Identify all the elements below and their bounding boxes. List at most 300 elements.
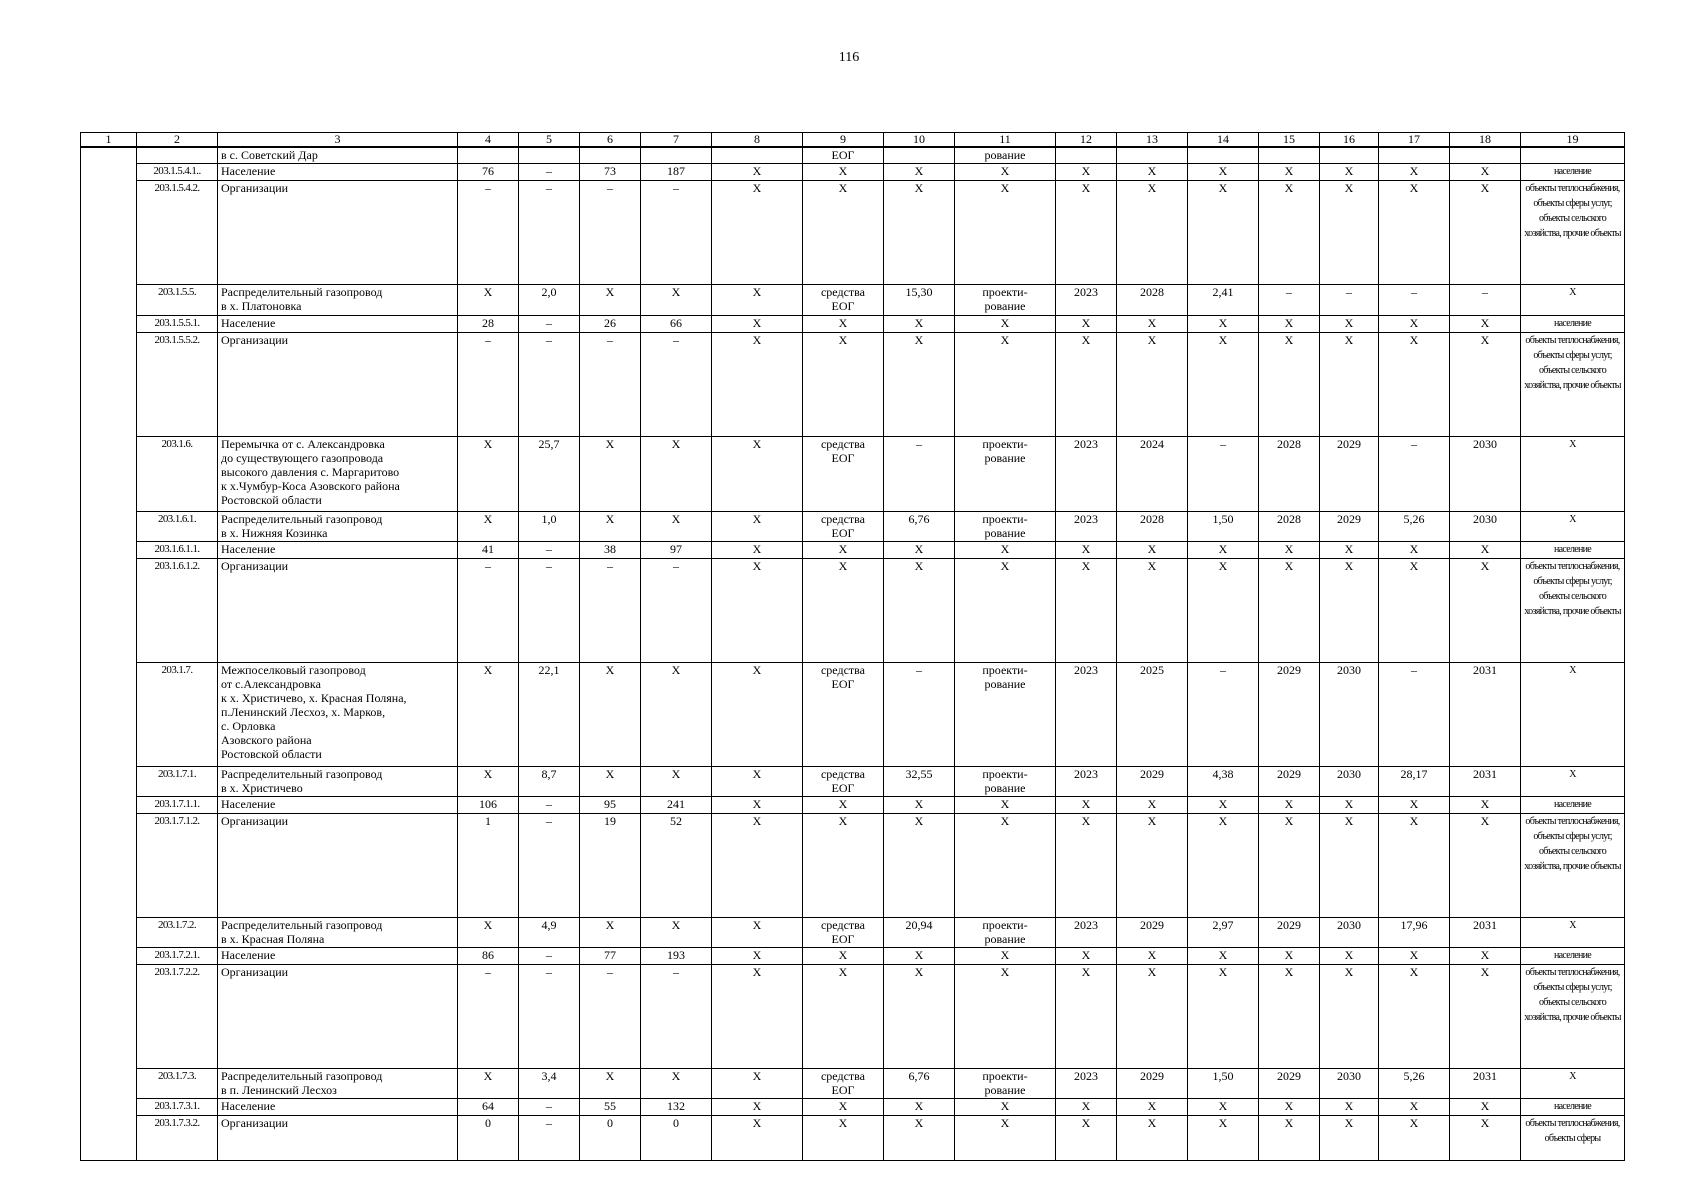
value-cell — [1117, 147, 1188, 163]
value-cell: X — [1379, 1098, 1450, 1115]
item-name-cell: Организации — [218, 558, 458, 662]
item-name-cell: Распределительный газопровод в п. Ленинский Лесхоз — [218, 1068, 458, 1098]
value-cell: 97 — [641, 541, 712, 558]
value-cell: – — [580, 964, 641, 1068]
value-cell: X — [1056, 1098, 1117, 1115]
value-cell: X — [580, 1068, 641, 1098]
value-cell: X — [884, 1115, 955, 1160]
column-number-cell: 10 — [884, 133, 955, 148]
consumer-category-cell: объекты теплоснабжения, объекты сферы услуг, объекты сельского хозяйства, прочие объекты — [1521, 332, 1625, 436]
table-row — [81, 1115, 1625, 1160]
value-cell: X — [1450, 964, 1521, 1068]
item-name-cell: Население — [218, 163, 458, 180]
value-cell: X — [458, 662, 519, 766]
value-cell: 2023 — [1056, 917, 1117, 947]
value-cell: X — [955, 180, 1056, 284]
value-cell: X — [955, 163, 1056, 180]
value-cell: X — [955, 947, 1056, 964]
value-cell: X — [1056, 1115, 1117, 1160]
value-cell: 28 — [458, 315, 519, 332]
consumer-category-cell: население — [1521, 796, 1625, 813]
value-cell: X — [884, 558, 955, 662]
item-name-cell: Организации — [218, 1115, 458, 1160]
value-cell: X — [1320, 1115, 1379, 1160]
value-cell: X — [712, 436, 803, 511]
consumer-category-cell: объекты теплоснабжения, объекты сферы услуг, объекты сельского хозяйства, прочие объекты — [1521, 558, 1625, 662]
value-cell: X — [712, 964, 803, 1068]
value-cell — [1320, 147, 1379, 163]
value-cell: ЕОГ — [803, 147, 884, 163]
value-cell: X — [1188, 315, 1259, 332]
value-cell: X — [1379, 558, 1450, 662]
value-cell: проекти- рование — [955, 662, 1056, 766]
value-cell: 2023 — [1056, 662, 1117, 766]
value-cell: X — [1379, 541, 1450, 558]
value-cell: 95 — [580, 796, 641, 813]
value-cell: X — [641, 511, 712, 541]
value-cell: X — [641, 662, 712, 766]
value-cell: X — [1450, 1098, 1521, 1115]
value-cell: X — [1188, 796, 1259, 813]
value-cell: 187 — [641, 163, 712, 180]
table-row — [81, 796, 1625, 813]
value-cell: X — [884, 315, 955, 332]
value-cell: X — [580, 511, 641, 541]
value-cell: – — [519, 180, 580, 284]
value-cell: X — [1117, 964, 1188, 1068]
table-body — [81, 147, 1625, 1160]
value-cell: X — [955, 1098, 1056, 1115]
value-cell: X — [712, 315, 803, 332]
value-cell: X — [1056, 558, 1117, 662]
value-cell: 2029 — [1117, 917, 1188, 947]
column-number-cell: 11 — [955, 133, 1056, 148]
value-cell: 41 — [458, 541, 519, 558]
value-cell: X — [1379, 964, 1450, 1068]
value-cell: X — [1188, 1115, 1259, 1160]
item-name-cell: Перемычка от с. Александровка до существующего газопровода высокого давления с. Маргаритово к х.Чумбур-Коса Азовского района Ростовской области — [218, 436, 458, 511]
value-cell: X — [712, 662, 803, 766]
table-row — [81, 947, 1625, 964]
value-cell: – — [580, 332, 641, 436]
item-name-cell: Население — [218, 947, 458, 964]
value-cell: – — [1259, 284, 1320, 315]
consumer-category-cell: объекты теплоснабжения, объекты сферы услуг, объекты сельского хозяйства, прочие объекты — [1521, 964, 1625, 1068]
column-number-cell: 19 — [1521, 133, 1625, 148]
item-code-cell: 203.1.6.1. — [137, 511, 218, 541]
value-cell: X — [1450, 315, 1521, 332]
value-cell: X — [712, 180, 803, 284]
item-code-cell: 203.1.5.4.1.. — [137, 163, 218, 180]
value-cell: 2031 — [1450, 1068, 1521, 1098]
value-cell: X — [1320, 558, 1379, 662]
table-row — [81, 1098, 1625, 1115]
column-number-cell: 6 — [580, 133, 641, 148]
value-cell: – — [519, 541, 580, 558]
value-cell: 2024 — [1117, 436, 1188, 511]
value-cell: X — [1056, 947, 1117, 964]
value-cell: проекти- рование — [955, 436, 1056, 511]
table-row — [81, 147, 1625, 163]
value-cell: X — [1259, 332, 1320, 436]
value-cell: X — [1056, 541, 1117, 558]
value-cell: 2023 — [1056, 766, 1117, 796]
value-cell: X — [1379, 163, 1450, 180]
column-number-cell: 12 — [1056, 133, 1117, 148]
value-cell: – — [641, 558, 712, 662]
value-cell: X — [641, 1068, 712, 1098]
value-cell: X — [712, 813, 803, 917]
value-cell: X — [1259, 558, 1320, 662]
consumer-category-cell: население — [1521, 1098, 1625, 1115]
value-cell: X — [884, 1098, 955, 1115]
value-cell: X — [1320, 964, 1379, 1068]
value-cell: 2029 — [1259, 662, 1320, 766]
value-cell: X — [712, 511, 803, 541]
value-cell: X — [1117, 332, 1188, 436]
value-cell: 4,9 — [519, 917, 580, 947]
value-cell: 1,50 — [1188, 1068, 1259, 1098]
value-cell: X — [1117, 558, 1188, 662]
value-cell: X — [1056, 315, 1117, 332]
value-cell: X — [1379, 813, 1450, 917]
value-cell: 26 — [580, 315, 641, 332]
value-cell: X — [1259, 180, 1320, 284]
value-cell: X — [803, 332, 884, 436]
item-name-cell: Организации — [218, 180, 458, 284]
value-cell: X — [1450, 796, 1521, 813]
table-row — [81, 964, 1625, 1068]
value-cell: X — [884, 947, 955, 964]
value-cell: – — [1188, 662, 1259, 766]
value-cell: – — [519, 1115, 580, 1160]
value-cell: 4,38 — [1188, 766, 1259, 796]
value-cell: X — [803, 796, 884, 813]
value-cell: X — [712, 766, 803, 796]
value-cell — [519, 147, 580, 163]
value-cell: X — [1117, 315, 1188, 332]
value-cell: X — [955, 796, 1056, 813]
value-cell: X — [955, 964, 1056, 1068]
value-cell: X — [712, 1098, 803, 1115]
table-row — [81, 332, 1625, 436]
value-cell: X — [1117, 813, 1188, 917]
item-code-cell: 203.1.7.2.1. — [137, 947, 218, 964]
value-cell: 2029 — [1259, 1068, 1320, 1098]
value-cell: 3,4 — [519, 1068, 580, 1098]
item-code-cell: 203.1.7.3.2. — [137, 1115, 218, 1160]
item-code-cell: 203.1.5.4.2. — [137, 180, 218, 284]
value-cell: 2028 — [1117, 511, 1188, 541]
consumer-category-cell: X — [1521, 662, 1625, 766]
value-cell: X — [1320, 947, 1379, 964]
value-cell: – — [580, 558, 641, 662]
value-cell: X — [1379, 796, 1450, 813]
value-cell: X — [458, 284, 519, 315]
table-row — [81, 284, 1625, 315]
value-cell: X — [1056, 180, 1117, 284]
table-row — [81, 180, 1625, 284]
value-cell: 132 — [641, 1098, 712, 1115]
value-cell: 0 — [458, 1115, 519, 1160]
item-name-cell: Население — [218, 541, 458, 558]
value-cell: X — [458, 1068, 519, 1098]
item-code-cell: 203.1.5.5.2. — [137, 332, 218, 436]
value-cell: 2030 — [1320, 1068, 1379, 1098]
value-cell: 2025 — [1117, 662, 1188, 766]
value-cell: X — [803, 947, 884, 964]
value-cell: 73 — [580, 163, 641, 180]
value-cell: X — [1320, 315, 1379, 332]
value-cell: X — [1450, 813, 1521, 917]
value-cell: проекти- рование — [955, 511, 1056, 541]
value-cell: 5,26 — [1379, 511, 1450, 541]
value-cell: X — [955, 1115, 1056, 1160]
value-cell: 2031 — [1450, 917, 1521, 947]
value-cell: X — [955, 332, 1056, 436]
consumer-category-cell: X — [1521, 917, 1625, 947]
value-cell: X — [803, 558, 884, 662]
value-cell: – — [519, 332, 580, 436]
value-cell: X — [1056, 163, 1117, 180]
value-cell: средства ЕОГ — [803, 436, 884, 511]
value-cell: 38 — [580, 541, 641, 558]
column-number-cell: 8 — [712, 133, 803, 148]
value-cell: X — [803, 1098, 884, 1115]
value-cell: X — [1379, 315, 1450, 332]
value-cell: X — [1188, 964, 1259, 1068]
value-cell: X — [458, 766, 519, 796]
table-row — [81, 662, 1625, 766]
value-cell: X — [1320, 813, 1379, 917]
value-cell: X — [884, 332, 955, 436]
value-cell: X — [712, 917, 803, 947]
value-cell: X — [580, 662, 641, 766]
value-cell: 2,0 — [519, 284, 580, 315]
value-cell: 2030 — [1450, 511, 1521, 541]
consumer-category-cell: X — [1521, 284, 1625, 315]
value-cell: X — [1320, 180, 1379, 284]
value-cell: X — [1117, 796, 1188, 813]
value-cell: X — [1259, 1115, 1320, 1160]
value-cell: 2029 — [1320, 511, 1379, 541]
value-cell: 32,55 — [884, 766, 955, 796]
value-cell: X — [1450, 332, 1521, 436]
value-cell: 2030 — [1450, 436, 1521, 511]
value-cell: X — [1379, 1115, 1450, 1160]
value-cell: – — [1379, 436, 1450, 511]
value-cell: 2023 — [1056, 511, 1117, 541]
value-cell: X — [884, 163, 955, 180]
value-cell: 8,7 — [519, 766, 580, 796]
item-name-cell: Распределительный газопровод в х. Красная Поляна — [218, 917, 458, 947]
value-cell: X — [712, 284, 803, 315]
value-cell: 22,1 — [519, 662, 580, 766]
value-cell: – — [458, 180, 519, 284]
value-cell: X — [1379, 180, 1450, 284]
value-cell: X — [641, 766, 712, 796]
column-number-cell: 16 — [1320, 133, 1379, 148]
value-cell: средства ЕОГ — [803, 284, 884, 315]
value-cell: – — [519, 964, 580, 1068]
value-cell: 193 — [641, 947, 712, 964]
value-cell: X — [712, 558, 803, 662]
value-cell: 2029 — [1117, 766, 1188, 796]
value-cell: X — [458, 917, 519, 947]
item-name-cell: в с. Советский Дар — [218, 147, 458, 163]
value-cell: X — [641, 436, 712, 511]
item-code-cell: 203.1.5.5.1. — [137, 315, 218, 332]
value-cell: X — [1188, 1098, 1259, 1115]
value-cell: X — [1117, 541, 1188, 558]
value-cell — [1259, 147, 1320, 163]
value-cell: X — [1450, 1115, 1521, 1160]
value-cell: проекти- рование — [955, 284, 1056, 315]
value-cell: 0 — [580, 1115, 641, 1160]
value-cell: X — [884, 813, 955, 917]
value-cell: 2023 — [1056, 1068, 1117, 1098]
value-cell: – — [641, 332, 712, 436]
item-name-cell: Организации — [218, 964, 458, 1068]
value-cell: X — [1450, 163, 1521, 180]
table-row — [81, 436, 1625, 511]
value-cell: 241 — [641, 796, 712, 813]
value-cell: X — [884, 180, 955, 284]
value-cell: X — [1259, 964, 1320, 1068]
consumer-category-cell: население — [1521, 947, 1625, 964]
column-number-row — [81, 133, 1625, 148]
value-cell: X — [1188, 332, 1259, 436]
value-cell: X — [1056, 332, 1117, 436]
value-cell: 2029 — [1259, 766, 1320, 796]
item-name-cell: Распределительный газопровод в х. Платоновка — [218, 284, 458, 315]
item-name-cell: Население — [218, 796, 458, 813]
value-cell: 64 — [458, 1098, 519, 1115]
value-cell: 2023 — [1056, 436, 1117, 511]
item-code-cell: 203.1.7.2. — [137, 917, 218, 947]
value-cell: 76 — [458, 163, 519, 180]
value-cell: – — [458, 558, 519, 662]
value-cell: – — [1379, 662, 1450, 766]
value-cell: проекти- рование — [955, 1068, 1056, 1098]
value-cell: X — [803, 163, 884, 180]
value-cell: 1 — [458, 813, 519, 917]
value-cell: X — [884, 964, 955, 1068]
item-code-cell: 203.1.7.3.1. — [137, 1098, 218, 1115]
value-cell: средства ЕОГ — [803, 766, 884, 796]
column-number-cell: 14 — [1188, 133, 1259, 148]
value-cell: X — [1320, 796, 1379, 813]
value-cell: X — [1117, 1115, 1188, 1160]
item-name-cell: Распределительный газопровод в х. Нижняя Козинка — [218, 511, 458, 541]
value-cell: проекти- рование — [955, 917, 1056, 947]
column-number-cell: 1 — [81, 133, 137, 148]
value-cell: 2029 — [1259, 917, 1320, 947]
value-cell: 2,41 — [1188, 284, 1259, 315]
consumer-category-cell: объекты теплоснабжения, объекты сферы — [1521, 1115, 1625, 1160]
item-code-cell: 203.1.7. — [137, 662, 218, 766]
item-code-cell — [137, 147, 218, 163]
value-cell: X — [1188, 813, 1259, 917]
value-cell: X — [1117, 180, 1188, 284]
value-cell — [1188, 147, 1259, 163]
value-cell: X — [1450, 558, 1521, 662]
item-code-cell: 203.1.6.1.2. — [137, 558, 218, 662]
value-cell: X — [1117, 1098, 1188, 1115]
value-cell — [1056, 147, 1117, 163]
value-cell: X — [458, 511, 519, 541]
column-number-cell: 9 — [803, 133, 884, 148]
consumer-category-cell: X — [1521, 1068, 1625, 1098]
item-code-cell: 203.1.5.5. — [137, 284, 218, 315]
value-cell: X — [1259, 796, 1320, 813]
column-number-cell: 17 — [1379, 133, 1450, 148]
value-cell — [1379, 147, 1450, 163]
column-number-cell: 5 — [519, 133, 580, 148]
value-cell: 2,97 — [1188, 917, 1259, 947]
value-cell: X — [884, 796, 955, 813]
value-cell: X — [712, 163, 803, 180]
item-code-cell: 203.1.6. — [137, 436, 218, 511]
value-cell: – — [641, 964, 712, 1068]
value-cell: 6,76 — [884, 1068, 955, 1098]
value-cell: 6,76 — [884, 511, 955, 541]
item-code-cell: 203.1.6.1.1. — [137, 541, 218, 558]
value-cell: рование — [955, 147, 1056, 163]
value-cell: X — [1450, 947, 1521, 964]
value-cell: X — [803, 180, 884, 284]
value-cell: X — [712, 947, 803, 964]
value-cell: X — [955, 315, 1056, 332]
value-cell: – — [458, 332, 519, 436]
gas-pipeline-table — [80, 132, 1625, 1161]
value-cell: – — [884, 436, 955, 511]
value-cell: X — [641, 917, 712, 947]
value-cell: 77 — [580, 947, 641, 964]
item-name-cell: Население — [218, 1098, 458, 1115]
value-cell: X — [580, 436, 641, 511]
value-cell: X — [1450, 541, 1521, 558]
value-cell: X — [1056, 964, 1117, 1068]
value-cell: средства ЕОГ — [803, 511, 884, 541]
item-name-cell: Организации — [218, 332, 458, 436]
consumer-category-cell: объекты теплоснабжения, объекты сферы услуг, объекты сельского хозяйства, прочие объекты — [1521, 180, 1625, 284]
table-row — [81, 766, 1625, 796]
value-cell: – — [519, 315, 580, 332]
value-cell: 2023 — [1056, 284, 1117, 315]
table-row — [81, 813, 1625, 917]
value-cell: X — [1320, 1098, 1379, 1115]
page-number: 116 — [838, 50, 860, 65]
table-row — [81, 541, 1625, 558]
value-cell: X — [955, 558, 1056, 662]
value-cell: X — [712, 541, 803, 558]
column-number-cell: 3 — [218, 133, 458, 148]
value-cell: – — [1320, 284, 1379, 315]
value-cell: – — [458, 964, 519, 1068]
value-cell: 2030 — [1320, 766, 1379, 796]
value-cell: X — [803, 964, 884, 1068]
value-cell: X — [1188, 163, 1259, 180]
value-cell: 106 — [458, 796, 519, 813]
column-number-cell: 2 — [137, 133, 218, 148]
value-cell: 1,50 — [1188, 511, 1259, 541]
item-code-cell: 203.1.7.1.1. — [137, 796, 218, 813]
consumer-category-cell: население — [1521, 541, 1625, 558]
value-cell — [580, 147, 641, 163]
value-cell: – — [1188, 436, 1259, 511]
item-code-cell: 203.1.7.1.2. — [137, 813, 218, 917]
